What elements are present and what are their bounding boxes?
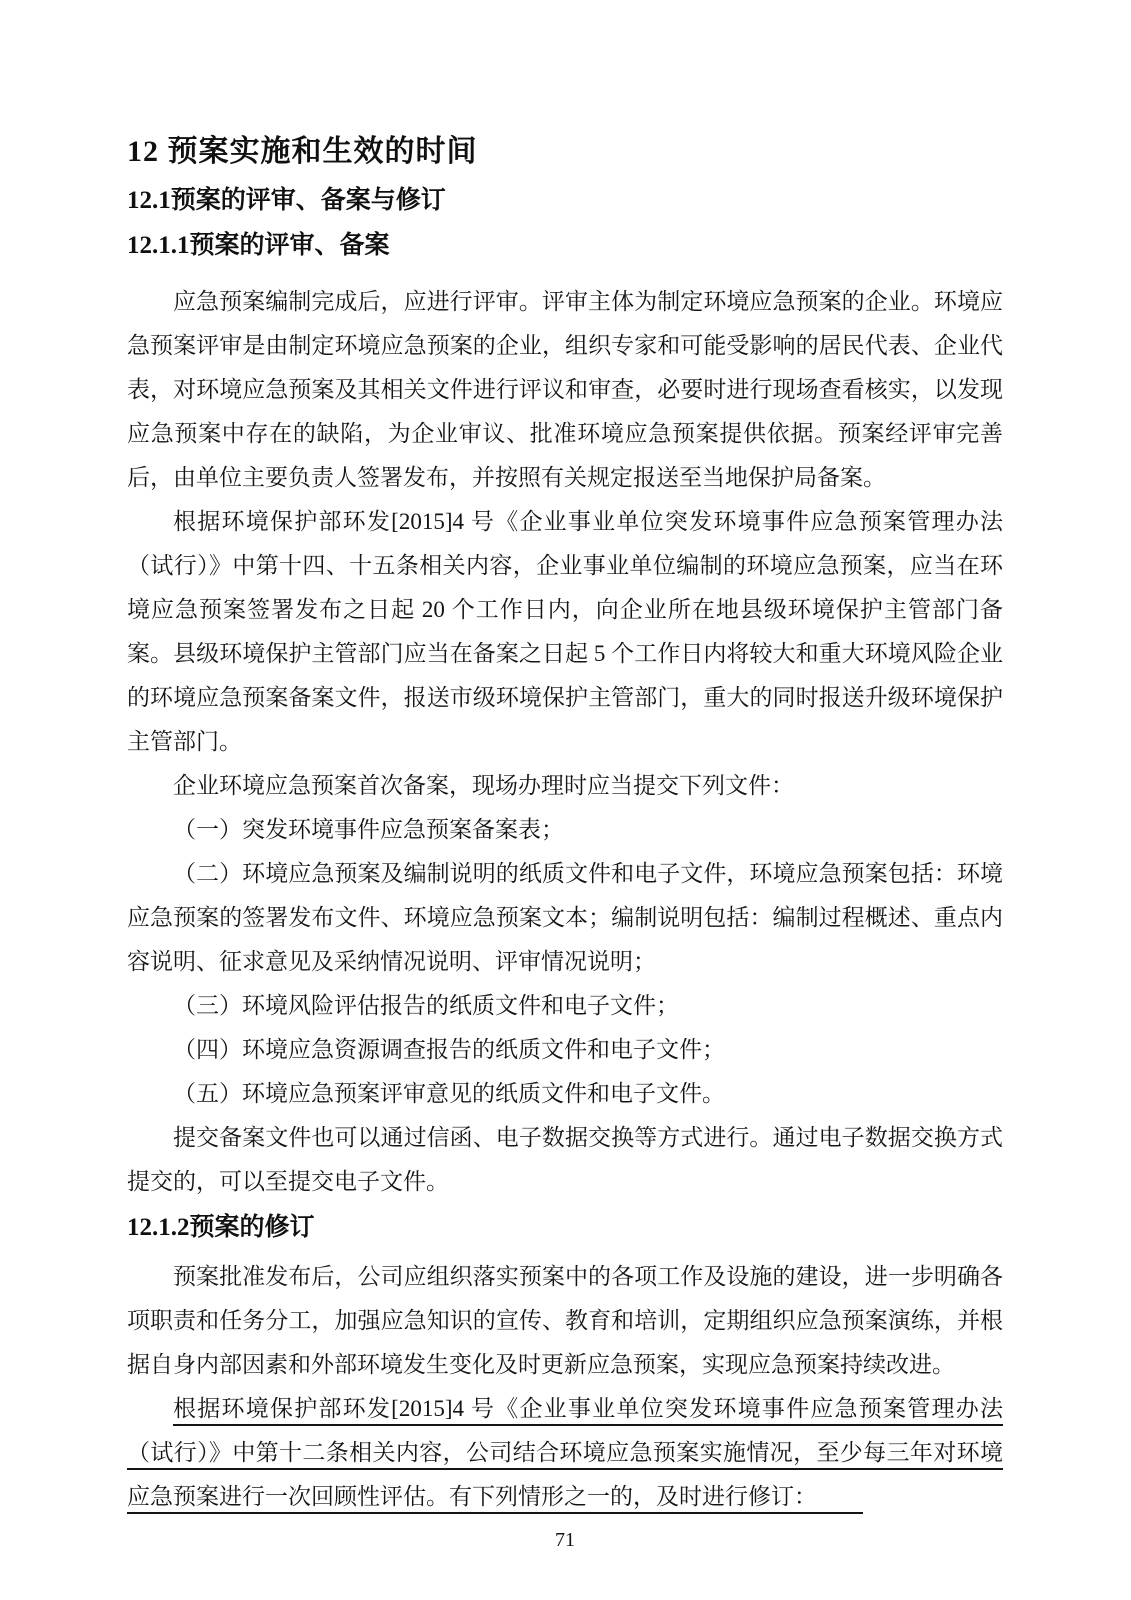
paragraph-review-process: 应急预案编制完成后，应进行评审。评审主体为制定环境应急预案的企业。环境应急预案评审是由制定环境应急预案的企业，组织专家和可能受影响的居民代表、企业代表，对环境应急预案及其相关文件进行评议和审查，必要时进行现场查看核实，以发现应急预案中存在的缺陷，为企业审议、批准环境应急预案提供依据。预案经评审完善后，由单位主要负责人签署发布，并按照有关规定报送至当地保护局备案。 — [127, 289, 1003, 490]
list-item-5: （五）环境应急预案评审意见的纸质文件和电子文件。 — [173, 1081, 725, 1106]
list-item-2: （二）环境应急预案及编制说明的纸质文件和电子文件，环境应急预案包括：环境应急预案的签署发布文件、环境应急预案文本；编制说明包括：编制过程概述、重点内容说明、征求意见及采纳情况说明、评审情况说明； — [127, 861, 1003, 974]
heading-subsection-12-1-1: 12.1.1预案的评审、备案 — [127, 232, 390, 259]
heading-subsection-12-1-2: 12.1.2预案的修订 — [127, 1214, 315, 1241]
list-item-4: （四）环境应急资源调查报告的纸质文件和电子文件； — [173, 1037, 725, 1062]
page-number: 71 — [555, 1529, 575, 1551]
paragraph-first-filing-intro: 企业环境应急预案首次备案，现场办理时应当提交下列文件： — [173, 773, 794, 798]
paragraph-revision-rule — [127, 1387, 1003, 1519]
heading-section-12-1: 12.1预案的评审、备案与修订 — [127, 187, 446, 214]
underline-tail — [817, 1512, 863, 1514]
underlined-text: 根据环境保护部环发[2015]4 号《企业事业单位突发环境事件应急预案管理办法（试行）》中第十二条相关内容，公司结合环境应急预案实施情况，至少每三年对环境应急预案进行一次回顾性评估。有下列情形之一的，及时进行修订： — [127, 1396, 1003, 1509]
list-item-1: （一）突发环境事件应急预案备案表； — [173, 817, 564, 842]
paragraph-submission-methods: 提交备案文件也可以通过信函、电子数据交换等方式进行。通过电子数据交换方式提交的，可以至提交电子文件。 — [127, 1125, 1003, 1194]
list-item-3: （三）环境风险评估报告的纸质文件和电子文件； — [173, 993, 679, 1018]
heading-chapter-12: 12 预案实施和生效的时间 — [127, 135, 478, 168]
paragraph-revision-implementation: 预案批准发布后，公司应组织落实预案中的各项工作及设施的建设，进一步明确各项职责和任务分工，加强应急知识的宣传、教育和培训，定期组织应急预案演练，并根据自身内部因素和外部环境发生变化及时更新应急预案，实现应急预案持续改进。 — [127, 1264, 1003, 1377]
paragraph-filing-rules: 根据环境保护部环发[2015]4 号《企业事业单位突发环境事件应急预案管理办法（试行）》中第十四、十五条相关内容，企业事业单位编制的环境应急预案，应当在环境应急预案签署发布之日起 20 个工作日内，向企业所在地县级环境保护主管部门备案。县级环境保护主管部门应当在备案之日起 5 个工作日内将较大和重大环境风险企业的环境应急预案备案文件，报送市级环境保护主管部门，重大的同时报送升级环境保护主管部门。 — [127, 509, 1003, 754]
